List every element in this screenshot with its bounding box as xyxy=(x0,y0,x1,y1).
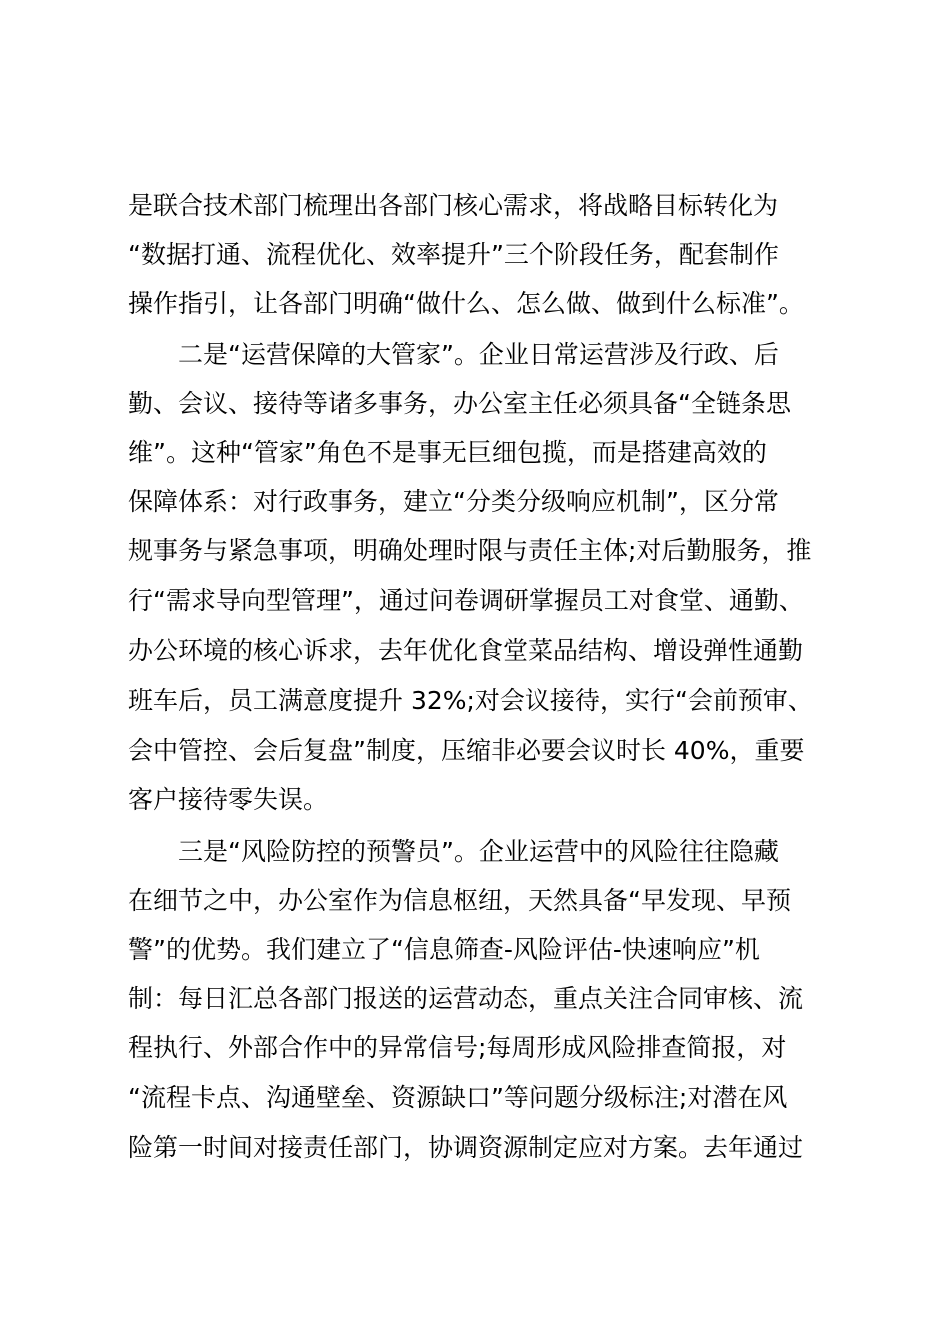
text-line: 是联合技术部门梳理出各部门核心需求，将战略目标转化为 xyxy=(128,191,779,220)
text-line: 警”的优势。我们建立了“信息筛查-风险评估-快速响应”机 xyxy=(128,935,760,964)
paragraph-start-line: 三是“风险防控的预警员”。企业运营中的风险往往隐藏 xyxy=(178,837,779,866)
text-line: “流程卡点、沟通壁垒、资源缺口”等问题分级标注;对潜在风 xyxy=(128,1083,788,1112)
text-line: 规事务与紧急事项，明确处理时限与责任主体;对后勤服务，推 xyxy=(128,536,812,565)
text-line: 维”。这种“管家”角色不是事无巨细包揽，而是搭建高效的 xyxy=(128,438,767,467)
text-line: “数据打通、流程优化、效率提升”三个阶段任务，配套制作 xyxy=(128,240,779,269)
paragraph-start-line: 二是“运营保障的大管家”。企业日常运营涉及行政、后 xyxy=(178,340,779,369)
text-line: 程执行、外部合作中的异常信号;每周形成风险排查简报，对 xyxy=(128,1033,787,1062)
text-line: 客户接待零失误。 xyxy=(128,785,329,814)
text-line: 操作指引，让各部门明确“做什么、怎么做、做到什么标准”。 xyxy=(128,289,804,318)
text-line: 会中管控、会后复盘”制度，压缩非必要会议时长 40%，重要 xyxy=(128,736,805,765)
text-line: 险第一时间对接责任部门，协调资源制定应对方案。去年通过 xyxy=(128,1133,804,1162)
text-line: 制：每日汇总各部门报送的运营动态，重点关注合同审核、流 xyxy=(128,984,804,1013)
text-line: 行“需求导向型管理”，通过问卷调研掌握员工对食堂、通勤、 xyxy=(128,586,804,615)
text-line: 保障体系：对行政事务，建立“分类分级响应机制”，区分常 xyxy=(128,487,779,516)
text-line: 办公环境的核心诉求，去年优化食堂菜品结构、增设弹性通勤 xyxy=(128,636,804,665)
text-line: 班车后，员工满意度提升 32%;对会议接待，实行“会前预审、 xyxy=(128,686,813,715)
text-line: 勤、会议、接待等诸多事务，办公室主任必须具备“全链条思 xyxy=(128,389,791,418)
text-line: 在细节之中，办公室作为信息枢纽，天然具备“早发现、早预 xyxy=(128,886,791,915)
